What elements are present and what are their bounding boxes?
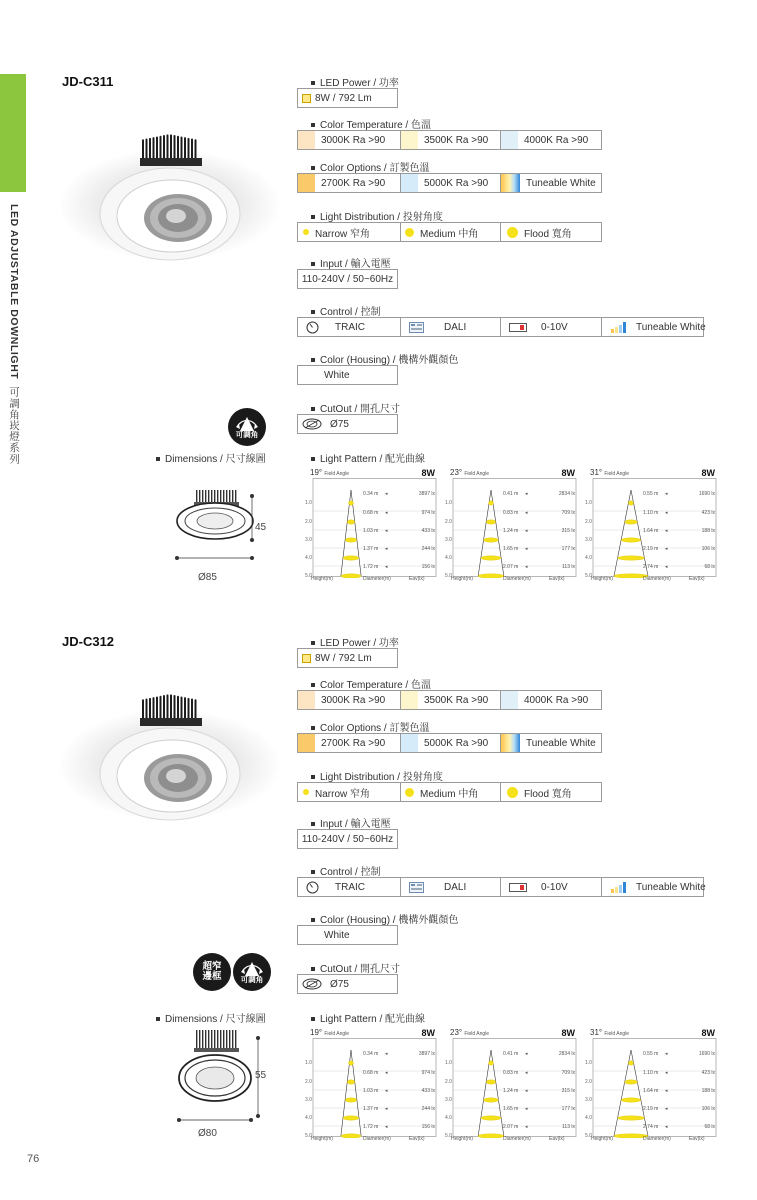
control-tuneable-white: Tuneable White: [602, 317, 704, 337]
diameter-value: 1.24 m: [503, 528, 519, 534]
height-tick: 1.0: [445, 1060, 452, 1066]
housing-white: White: [297, 925, 398, 945]
arrow-left-icon: ◂: [525, 491, 528, 497]
lux-value: 974 lx: [421, 510, 435, 516]
label-dimensions: Dimensions / 尺寸線圖: [156, 450, 266, 465]
badge-label: 可調角: [235, 430, 259, 439]
axis-label-diameter: Diameter(m): [643, 1136, 671, 1142]
arrow-left-icon: ◂: [385, 1051, 388, 1057]
signal-bars-icon: [610, 882, 628, 893]
lux-value: 106 lx: [701, 1106, 715, 1112]
lux-value: 1690 lx: [698, 491, 715, 497]
narrow-dot-icon: [303, 229, 309, 235]
light-pattern-chart: [585, 1028, 717, 1148]
height-tick: 3.0: [585, 537, 592, 543]
arrow-left-icon: ◂: [525, 510, 528, 516]
distribution-medium: Medium 中角: [401, 222, 501, 242]
axis-label-eav: Eav(lx): [689, 1136, 705, 1142]
dimension-width: Ø85: [198, 572, 217, 583]
lux-value: 177 lx: [561, 1106, 575, 1112]
diameter-value: 1.37 m: [363, 1106, 379, 1112]
arrow-left-icon: ◂: [665, 1124, 668, 1130]
housing-white: White: [297, 365, 398, 385]
control-0-10v: 0-10V: [501, 877, 602, 897]
height-tick: 3.0: [305, 537, 312, 543]
housing-row: [297, 925, 398, 945]
field-angle: 23° Field Angle: [450, 1028, 490, 1037]
color-options-row: [297, 733, 602, 753]
color-temp-3000k: 3000K Ra >90: [297, 130, 401, 150]
chart-wattage: 8W: [561, 468, 575, 478]
axis-label-height: Height(m): [591, 576, 613, 582]
arrow-left-icon: ◂: [385, 1088, 388, 1094]
lux-value: 177 lx: [561, 546, 575, 552]
axis-label-diameter: Diameter(m): [503, 1136, 531, 1142]
cutout-icon: [302, 418, 322, 430]
label-light-pattern: Light Pattern / 配光曲線: [311, 1010, 425, 1025]
arrow-left-icon: ◂: [665, 528, 668, 534]
arrow-left-icon: ◂: [525, 528, 528, 534]
arrow-left-icon: ◂: [385, 546, 388, 552]
field-angle: 23° Field Angle: [450, 468, 490, 477]
light-pattern-chart: [305, 468, 437, 588]
diameter-value: 0.41 m: [503, 1051, 519, 1057]
dali-panel-icon: [409, 882, 424, 893]
label-color-options: Color Options / 訂製色溫: [311, 159, 429, 174]
flood-dot-icon: [507, 227, 518, 238]
diameter-value: 1.65 m: [503, 1106, 519, 1112]
color-options-row: [297, 173, 602, 193]
control-triac: TRAIC: [297, 317, 401, 337]
arrow-left-icon: ◂: [665, 1070, 668, 1076]
label-dimensions: Dimensions / 尺寸線圖: [156, 1010, 266, 1025]
height-tick: 1.0: [445, 500, 452, 506]
axis-label-eav: Eav(lx): [409, 576, 425, 582]
color-temp-row: [297, 690, 602, 710]
label-power: LED Power / 功率: [311, 634, 399, 649]
height-tick: 4.0: [585, 555, 592, 561]
product-photo: [60, 682, 280, 852]
control-dali: DALI: [401, 317, 501, 337]
field-angle: 19° Field Angle: [310, 1028, 350, 1037]
product-block: [0, 74, 757, 634]
field-angle: 19° Field Angle: [310, 468, 350, 477]
power-row: [297, 88, 398, 108]
height-tick: 4.0: [445, 555, 452, 561]
input-value: 110-240V / 50~60Hz: [297, 269, 398, 289]
axis-label-height: Height(m): [591, 1136, 613, 1142]
height-tick: 4.0: [445, 1115, 452, 1121]
dimmer-slider-icon: [509, 323, 527, 332]
diameter-value: 1.37 m: [363, 546, 379, 552]
arrow-left-icon: ◂: [525, 1106, 528, 1112]
height-tick: 3.0: [445, 1097, 452, 1103]
light-pattern-chart: [445, 1028, 577, 1148]
color-option-5000k: 5000K Ra >90: [401, 733, 501, 753]
arrow-left-icon: ◂: [385, 564, 388, 570]
arrow-left-icon: ◂: [665, 510, 668, 516]
lux-value: 2834 lx: [558, 1051, 575, 1057]
lux-value: 188 lx: [701, 1088, 715, 1094]
model-title: JD-C311: [62, 74, 114, 89]
field-angle: 31° Field Angle: [590, 1028, 630, 1037]
lux-value: 709 lx: [561, 1070, 575, 1076]
height-tick: 3.0: [445, 537, 452, 543]
lux-value: 709 lx: [561, 510, 575, 516]
color-option-tuneable: Tuneable White: [501, 173, 602, 193]
chart-wattage: 8W: [701, 468, 715, 478]
height-tick: 4.0: [585, 1115, 592, 1121]
diameter-value: 0.34 m: [363, 1051, 379, 1057]
axis-label-diameter: Diameter(m): [363, 1136, 391, 1142]
height-tick: 5.0: [305, 573, 312, 579]
diameter-value: 1.72 m: [363, 564, 379, 570]
distribution-medium: Medium 中角: [401, 782, 501, 802]
distribution-row: [297, 222, 602, 242]
axis-label-eav: Eav(lx): [689, 576, 705, 582]
axis-label-height: Height(m): [451, 576, 473, 582]
lux-value: 433 lx: [421, 528, 435, 534]
label-power: LED Power / 功率: [311, 74, 399, 89]
signal-bars-icon: [610, 322, 628, 333]
label-input: Input / 輸入電壓: [311, 815, 391, 830]
lux-value: 156 lx: [421, 1124, 435, 1130]
input-value: 110-240V / 50~60Hz: [297, 829, 398, 849]
height-tick: 2.0: [305, 1079, 312, 1085]
power-value: 8W / 792 Lm: [297, 648, 398, 668]
color-option-tuneable: Tuneable White: [501, 733, 602, 753]
dimmer-knob-icon: [306, 881, 319, 894]
cutout-value: Ø75: [297, 974, 398, 994]
arrow-left-icon: ◂: [665, 564, 668, 570]
diameter-value: 2.74 m: [643, 1124, 659, 1130]
axis-label-eav: Eav(lx): [409, 1136, 425, 1142]
diameter-value: 0.34 m: [363, 491, 379, 497]
height-tick: 5.0: [445, 1133, 452, 1139]
dimmer-knob-icon: [306, 321, 319, 334]
cutout-row: [297, 974, 398, 994]
narrow-dot-icon: [303, 789, 309, 795]
arrow-left-icon: ◂: [525, 1070, 528, 1076]
arrow-left-icon: ◂: [525, 546, 528, 552]
cutout-row: [297, 414, 398, 434]
lux-value: 423 lx: [701, 1070, 715, 1076]
control-dali: DALI: [401, 877, 501, 897]
diameter-value: 0.83 m: [503, 510, 519, 516]
power-value: 8W / 792 Lm: [297, 88, 398, 108]
arrow-left-icon: ◂: [525, 1124, 528, 1130]
arrow-left-icon: ◂: [525, 564, 528, 570]
lux-value: 106 lx: [701, 546, 715, 552]
axis-label-diameter: Diameter(m): [643, 576, 671, 582]
cutout-value: Ø75: [297, 414, 398, 434]
housing-row: [297, 365, 398, 385]
height-tick: 1.0: [585, 500, 592, 506]
label-light-dist: Light Distribution / 投射角度: [311, 768, 443, 783]
axis-label-height: Height(m): [311, 1136, 333, 1142]
control-row: [297, 317, 704, 337]
medium-dot-icon: [405, 228, 414, 237]
label-control: Control / 控制: [311, 303, 381, 318]
dimmer-slider-icon: [509, 883, 527, 892]
label-light-pattern: Light Pattern / 配光曲線: [311, 450, 425, 465]
arrow-left-icon: ◂: [525, 1051, 528, 1057]
lux-value: 113 lx: [562, 564, 575, 570]
diameter-value: 2.07 m: [503, 564, 519, 570]
arrow-left-icon: ◂: [385, 1070, 388, 1076]
lux-value: 2834 lx: [558, 491, 575, 497]
lux-value: 113 lx: [562, 1124, 575, 1130]
axis-label-height: Height(m): [311, 576, 333, 582]
height-tick: 1.0: [585, 1060, 592, 1066]
height-tick: 1.0: [305, 1060, 312, 1066]
chart-wattage: 8W: [421, 468, 435, 478]
product-block: [0, 634, 757, 1194]
label-cutout: CutOut / 開孔尺寸: [311, 960, 400, 975]
diameter-value: 2.74 m: [643, 564, 659, 570]
distribution-row: [297, 782, 602, 802]
arrow-left-icon: ◂: [385, 491, 388, 497]
control-triac: TRAIC: [297, 877, 401, 897]
side-category-label: LED ADJUSTABLE DOWNLIGHT 可調角崁燈系列: [8, 204, 20, 465]
chart-wattage: 8W: [701, 1028, 715, 1038]
cutout-icon: [302, 978, 322, 990]
light-pattern-charts: [305, 468, 715, 588]
chart-wattage: 8W: [561, 1028, 575, 1038]
lux-value: 423 lx: [701, 510, 715, 516]
badge-label: 可調角: [240, 975, 264, 984]
diameter-value: 1.64 m: [643, 1088, 659, 1094]
control-row: [297, 877, 704, 897]
label-housing: Color (Housing) / 機構外觀顏色: [311, 351, 458, 366]
arrow-left-icon: ◂: [665, 546, 668, 552]
dimension-height: 45: [255, 522, 267, 533]
lux-value: 315 lx: [561, 528, 575, 534]
height-tick: 5.0: [305, 1133, 312, 1139]
diameter-value: 1.10 m: [643, 510, 659, 516]
color-temp-3000k: 3000K Ra >90: [297, 690, 401, 710]
dimension-drawing: [160, 488, 275, 588]
diameter-value: 2.19 m: [643, 546, 659, 552]
label-color-options: Color Options / 訂製色溫: [311, 719, 429, 734]
light-pattern-charts: [305, 1028, 715, 1148]
arrow-left-icon: ◂: [525, 1088, 528, 1094]
input-row: [297, 829, 398, 849]
lux-value: 244 lx: [421, 1106, 435, 1112]
control-0-10v: 0-10V: [501, 317, 602, 337]
height-tick: 5.0: [585, 1133, 592, 1139]
lux-value: 3897 lx: [418, 1051, 435, 1057]
diameter-value: 1.65 m: [503, 546, 519, 552]
label-housing: Color (Housing) / 機構外觀顏色: [311, 911, 458, 926]
arrow-left-icon: ◂: [665, 1088, 668, 1094]
color-temp-4000k: 4000K Ra >90: [501, 130, 602, 150]
arrow-left-icon: ◂: [385, 510, 388, 516]
lux-value: 68 lx: [704, 564, 715, 570]
label-color-temp: Color Temperature / 色溫: [311, 116, 431, 131]
label-control: Control / 控制: [311, 863, 381, 878]
power-row: [297, 648, 398, 668]
height-tick: 2.0: [445, 1079, 452, 1085]
label-input: Input / 輸入電壓: [311, 255, 391, 270]
color-temp-3500k: 3500K Ra >90: [401, 690, 501, 710]
light-pattern-chart: [305, 1028, 437, 1148]
axis-label-diameter: Diameter(m): [363, 576, 391, 582]
height-tick: 4.0: [305, 1115, 312, 1121]
diameter-value: 1.64 m: [643, 528, 659, 534]
lux-value: 156 lx: [421, 564, 435, 570]
diameter-value: 0.83 m: [503, 1070, 519, 1076]
flood-dot-icon: [507, 787, 518, 798]
lux-value: 433 lx: [421, 1088, 435, 1094]
color-temp-4000k: 4000K Ra >90: [501, 690, 602, 710]
badge-slim-frame: [193, 953, 231, 991]
dali-panel-icon: [409, 322, 424, 333]
diameter-value: 0.55 m: [643, 491, 659, 497]
arrow-left-icon: ◂: [385, 1124, 388, 1130]
diameter-value: 0.68 m: [363, 1070, 379, 1076]
light-pattern-chart: [585, 468, 717, 588]
arrow-left-icon: ◂: [665, 491, 668, 497]
model-title: JD-C312: [62, 634, 115, 649]
input-row: [297, 269, 398, 289]
diameter-value: 2.07 m: [503, 1124, 519, 1130]
height-tick: 2.0: [305, 519, 312, 525]
color-option-5000k: 5000K Ra >90: [401, 173, 501, 193]
dimension-width: Ø80: [198, 1128, 217, 1139]
diameter-value: 1.10 m: [643, 1070, 659, 1076]
axis-label-height: Height(m): [451, 1136, 473, 1142]
control-tuneable-white: Tuneable White: [602, 877, 704, 897]
label-color-temp: Color Temperature / 色溫: [311, 676, 431, 691]
diameter-value: 0.68 m: [363, 510, 379, 516]
light-pattern-chart: [445, 468, 577, 588]
diameter-value: 1.24 m: [503, 1088, 519, 1094]
color-temp-row: [297, 130, 602, 150]
height-tick: 4.0: [305, 555, 312, 561]
arrow-left-icon: ◂: [385, 1106, 388, 1112]
distribution-flood: Flood 寬角: [501, 782, 602, 802]
color-option-2700k: 2700K Ra >90: [297, 173, 401, 193]
medium-dot-icon: [405, 788, 414, 797]
distribution-narrow: Narrow 窄角: [297, 222, 401, 242]
distribution-narrow: Narrow 窄角: [297, 782, 401, 802]
color-temp-3500k: 3500K Ra >90: [401, 130, 501, 150]
axis-label-eav: Eav(lx): [549, 576, 565, 582]
diameter-value: 1.72 m: [363, 1124, 379, 1130]
color-option-2700k: 2700K Ra >90: [297, 733, 401, 753]
chart-wattage: 8W: [421, 1028, 435, 1038]
height-tick: 2.0: [585, 1079, 592, 1085]
axis-label-diameter: Diameter(m): [503, 576, 531, 582]
page-number: 76: [27, 1153, 40, 1165]
field-angle: 31° Field Angle: [590, 468, 630, 477]
height-tick: 3.0: [305, 1097, 312, 1103]
badge-adjustable-angle: [228, 408, 266, 446]
badge-label: 超窄 邊框: [202, 961, 222, 982]
lux-value: 1690 lx: [698, 1051, 715, 1057]
badge-adjustable-angle: [233, 953, 271, 991]
height-tick: 5.0: [585, 573, 592, 579]
diameter-value: 1.03 m: [363, 528, 379, 534]
height-tick: 2.0: [445, 519, 452, 525]
diameter-value: 0.55 m: [643, 1051, 659, 1057]
height-tick: 3.0: [585, 1097, 592, 1103]
lux-value: 315 lx: [561, 1088, 575, 1094]
diameter-value: 2.19 m: [643, 1106, 659, 1112]
dimension-height: 55: [255, 1070, 267, 1081]
lux-value: 3897 lx: [418, 491, 435, 497]
lux-value: 68 lx: [704, 1124, 715, 1130]
axis-label-eav: Eav(lx): [549, 1136, 565, 1142]
height-tick: 2.0: [585, 519, 592, 525]
distribution-flood: Flood 寬角: [501, 222, 602, 242]
lux-value: 188 lx: [701, 528, 715, 534]
height-tick: 1.0: [305, 500, 312, 506]
diameter-value: 0.41 m: [503, 491, 519, 497]
diameter-value: 1.03 m: [363, 1088, 379, 1094]
label-cutout: CutOut / 開孔尺寸: [311, 400, 400, 415]
arrow-left-icon: ◂: [665, 1051, 668, 1057]
lux-value: 244 lx: [421, 546, 435, 552]
lux-value: 974 lx: [421, 1070, 435, 1076]
product-photo: [60, 122, 280, 292]
label-light-dist: Light Distribution / 投射角度: [311, 208, 443, 223]
arrow-left-icon: ◂: [665, 1106, 668, 1112]
height-tick: 5.0: [445, 573, 452, 579]
arrow-left-icon: ◂: [385, 528, 388, 534]
